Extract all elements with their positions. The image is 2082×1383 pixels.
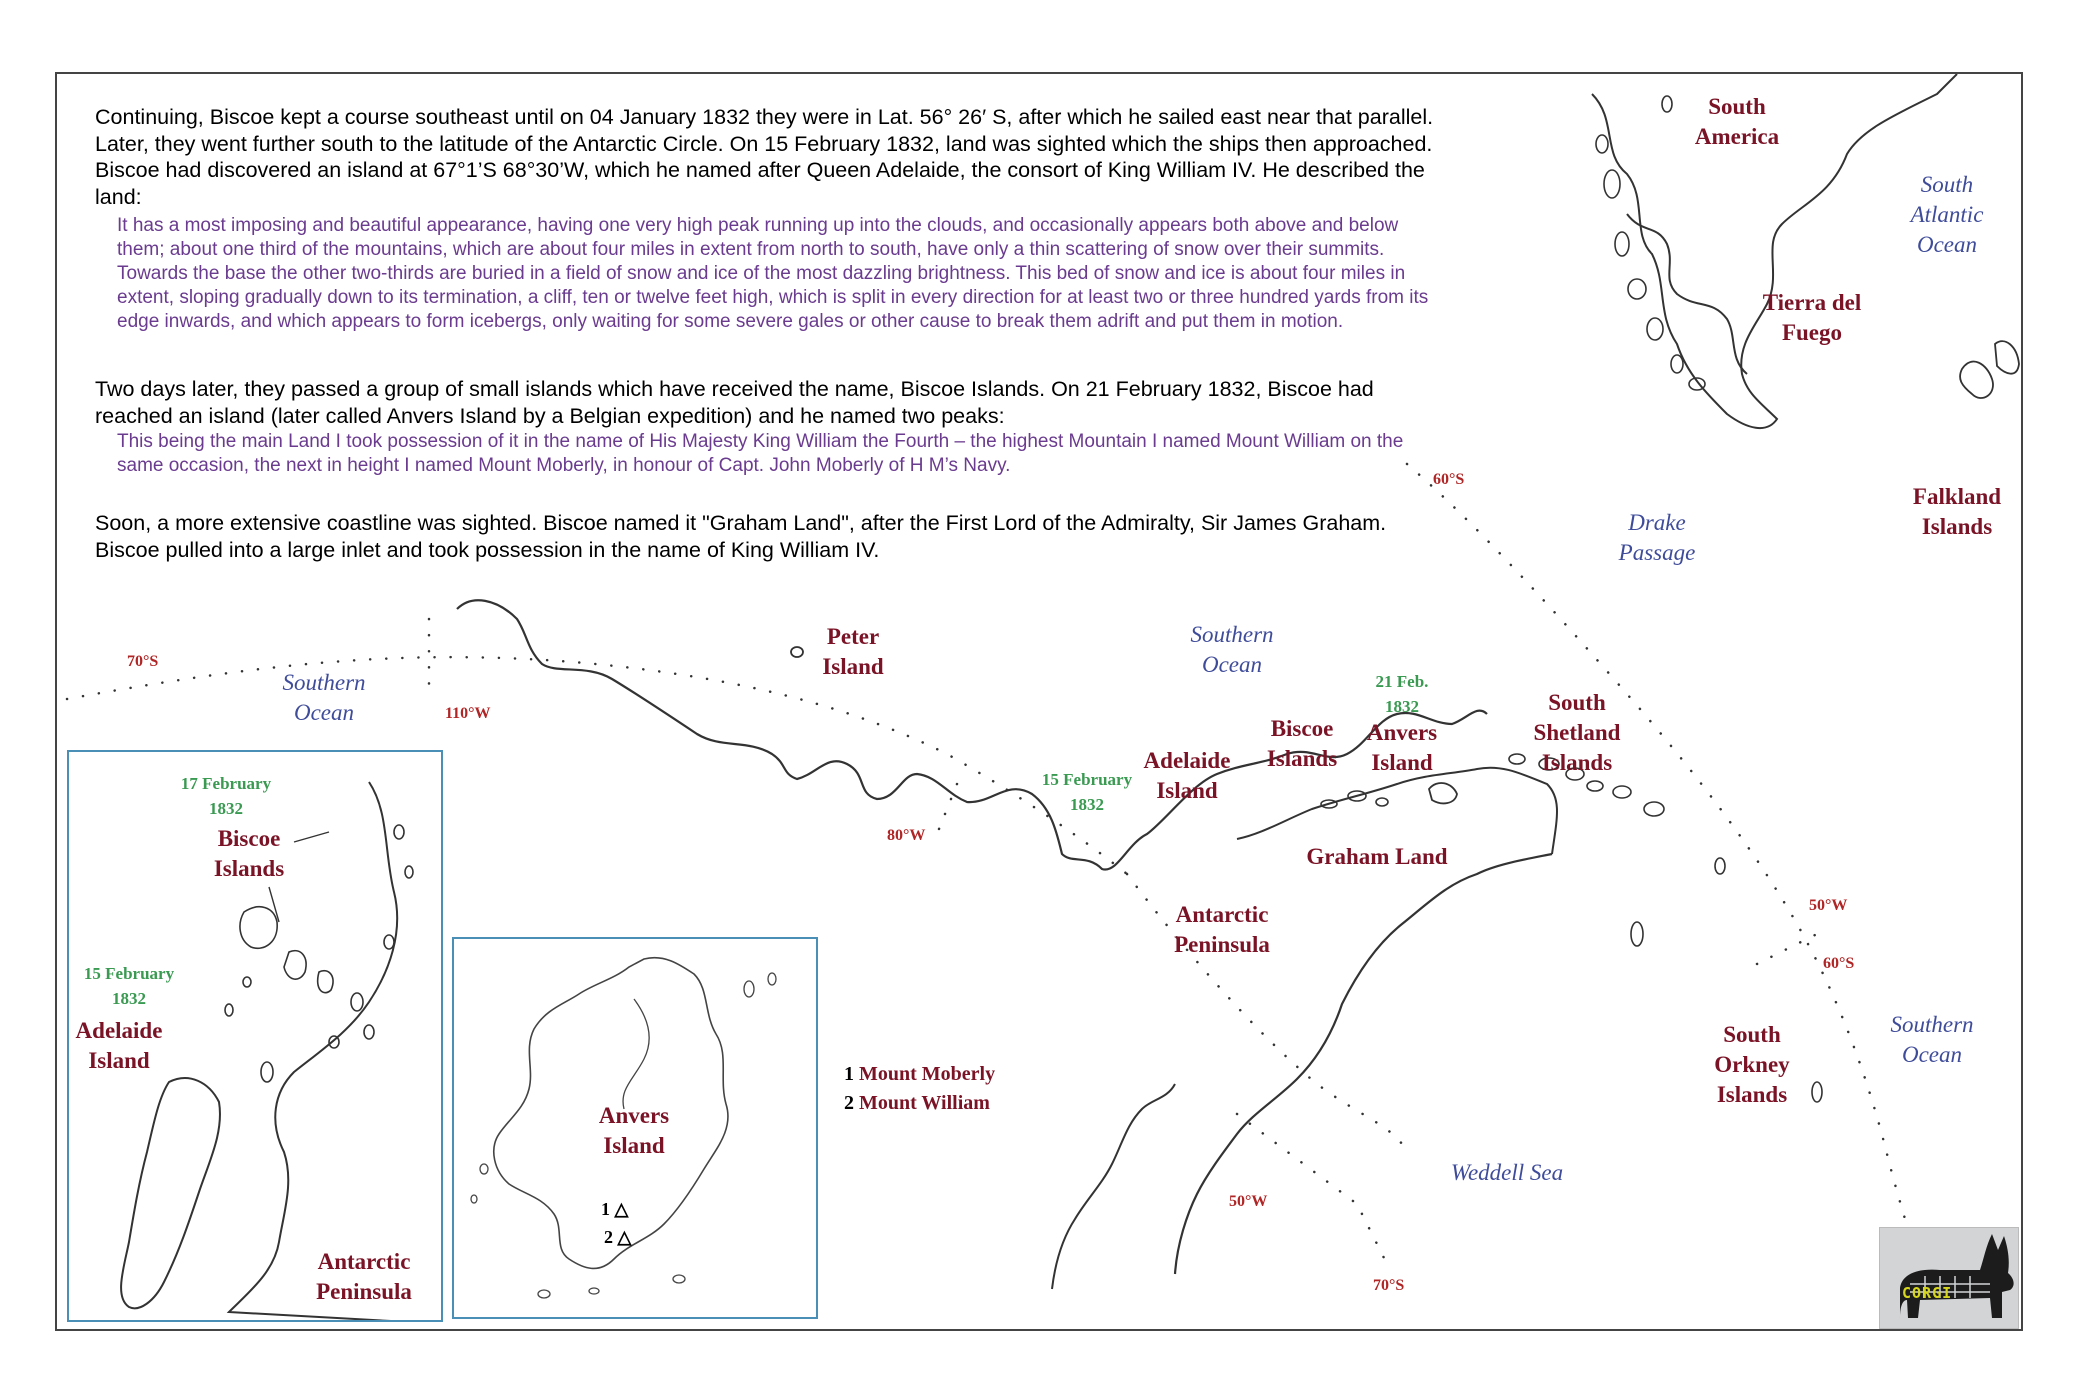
triangle-icon: △ <box>610 1199 629 1219</box>
label-date-21-february: 21 Feb. 1832 <box>1375 672 1429 716</box>
label-antarctic-peninsula: Antarctic Peninsula <box>1174 902 1270 957</box>
label-south-shetland-islands: South Shetland Islands <box>1533 690 1621 775</box>
biscoe-quote-2: This being the main Land I took possession of it in the name of His Majesty King William the Fourth – the highest Mountain I named Mount William on the same occasion, the next in height I named Mount Moberly, in honour of Capt. John Moberly of H M’s Navy. <box>117 431 1404 476</box>
label-biscoe-islands: Biscoe Islands <box>1266 716 1338 771</box>
peninsula-lower-coast <box>1052 1084 1175 1289</box>
label-south-atlantic-ocean: South Atlantic Ocean <box>1910 172 1984 257</box>
peak-marker-1-number: 1 <box>601 1199 610 1219</box>
lon-50-sa-line <box>1757 934 1817 964</box>
corgi-silhouette-icon <box>1880 1228 2020 1330</box>
map-frame <box>55 72 2023 1331</box>
label-lat-70-south: 70°S <box>1373 1277 1405 1294</box>
lon-80-line <box>937 784 957 834</box>
inset-label-date-17-february: 17 February 1832 <box>180 774 272 818</box>
label-southern-ocean-central: Southern Ocean <box>1190 622 1274 677</box>
peak-marker-2-number: 2 <box>604 1227 613 1247</box>
inset-biscoe-pointer-1 <box>294 832 329 842</box>
inset-anvers-island <box>452 937 818 1319</box>
label-southern-ocean-west: Southern Ocean <box>282 670 366 725</box>
inset-adelaide-island-shape <box>121 1078 220 1308</box>
anvers-peak-legend <box>844 1060 995 1118</box>
label-adelaide-island: Adelaide Island <box>1143 748 1231 803</box>
label-lat-70: 70°S <box>127 653 159 670</box>
peak-marker-1 <box>601 1199 628 1220</box>
narrative-paragraph-1: Continuing, Biscoe kept a course southeast until on 04 January 1832 they were in Lat. 56° 26′ S, after which he sailed east near that parallel. Later, they went further south to the latitude of the Antarctic Circle. On 15 February 1832, land was sighted which the ships then approached. Biscoe had discovered an island at 67°1’S 68°30’W, which he named after Queen Adelaide, the consort of King William IV. He described the land: <box>95 105 1434 209</box>
lon-60-line <box>1237 1114 1387 1264</box>
label-lon-50-south: 50°W <box>1229 1193 1268 1210</box>
label-lon-110: 110°W <box>445 705 491 722</box>
legend-item-mount-william: 2 Mount William <box>844 1092 990 1114</box>
biscoe-islets <box>1321 791 1388 808</box>
corgi-logo <box>1879 1227 2019 1329</box>
label-drake-passage: Drake Passage <box>1618 510 1696 565</box>
peter-island-shape <box>791 647 803 657</box>
inset-biscoe-pointer-2 <box>269 887 279 922</box>
legend-item-mount-moberly: 1 Mount Moberly <box>844 1063 996 1085</box>
inset-label-antarctic-peninsula: Antarctic Peninsula <box>316 1249 412 1304</box>
label-falkland-islands: Falkland Islands <box>1912 484 2002 539</box>
inset-label-adelaide-island: Adelaide Island <box>75 1018 163 1073</box>
falkland-islands-shape <box>1960 341 2019 398</box>
narrative-paragraph-3: Soon, a more extensive coastline was sighted. Biscoe named it "Graham Land", after the First Lord of the Admiralty, Sir James Graham. Biscoe pulled into a large inlet and took possession in the name of King William IV. <box>95 511 1387 562</box>
label-weddell-sea: Weddell Sea <box>1450 1160 1564 1185</box>
lat-60-line <box>1407 464 1912 1244</box>
label-lat-60-east: 60°S <box>1823 955 1855 972</box>
label-lat-60: 60°S <box>1433 471 1465 488</box>
label-southern-ocean-east: Southern Ocean <box>1890 1012 1974 1067</box>
inset-label-date-15-february: 15 February 1832 <box>83 964 175 1008</box>
anvers-island-small <box>1429 783 1457 803</box>
label-tierra-del-fuego: Tierra del Fuego <box>1762 290 1862 345</box>
peak-marker-2 <box>604 1227 631 1248</box>
label-lon-50-east: 50°W <box>1809 897 1848 914</box>
label-peter-island: Peter Island <box>822 624 884 679</box>
narrative-paragraph-2: Two days later, they passed a group of small islands which have received the name, Biscoe Islands. On 21 February 1832, Biscoe had reached an island (later called Anvers Island by a Belgian expedition) and he named two peaks: <box>95 377 1374 428</box>
label-anvers-island: Anvers Island <box>1366 720 1438 775</box>
inset-label-anvers-island: Anvers Island <box>598 1103 670 1158</box>
label-south-orkney-islands: South Orkney Islands <box>1714 1022 1790 1107</box>
inset-label-biscoe-islands: Biscoe Islands <box>213 826 285 881</box>
corgi-logo-text: CORGI <box>1902 1284 1953 1302</box>
label-south-america: South America <box>1694 94 1780 149</box>
inset-anvers-bay <box>623 999 649 1109</box>
triangle-icon: △ <box>613 1227 632 1247</box>
label-date-15-february: 15 February 1832 <box>1041 770 1133 814</box>
label-graham-land: Graham Land <box>1306 844 1448 869</box>
inset-adelaide-biscoe <box>67 750 443 1322</box>
biscoe-quote-1: It has a most imposing and beautiful appearance, having one very high peak running up into the clouds, and occasionally appears both above and below them; about one third of the mountains, which are about four miles in extent from north to south, have only a thin scattering of snow over their summits. Towards the base the other two-thirds are buried in a field of snow and ice of the most dazzling brightness. This bed of snow and ice is about four miles in extent, sloping gradually down to its termination, a cliff, ten or twelve feet high, which is split in every direction for at least two or three hundred yards from its edge inwards, and which appears to form icebergs, only waiting for some severe gales or other cause to break them adrift and put them in motion. <box>117 215 1429 332</box>
label-lon-80: 80°W <box>887 827 926 844</box>
